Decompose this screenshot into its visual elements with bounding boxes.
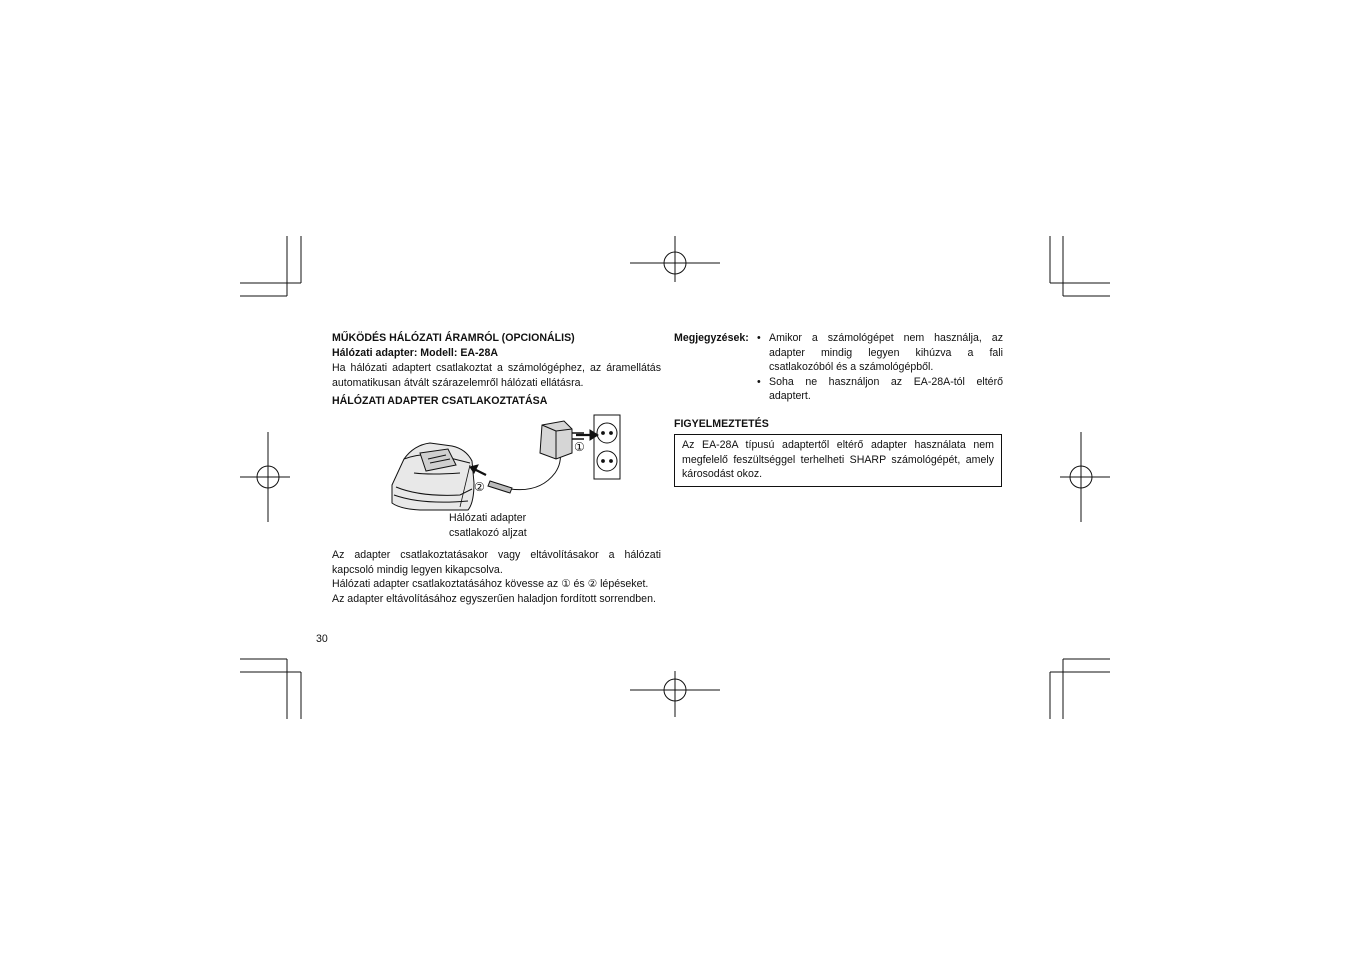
main-heading: MŰKÖDÉS HÁLÓZATI ÁRAMRÓL (OPCIONÁLIS): [332, 332, 575, 344]
note-item: [757, 375, 1003, 404]
caption-line-2: csatlakozó aljzat: [449, 526, 527, 539]
notes-section: [674, 331, 1003, 404]
paragraph-connect-steps: Hálózati adapter csatlakoztatásához kövesse az ① és ② lépéseket.: [332, 578, 649, 591]
step-1-marker: ①: [574, 440, 585, 454]
note-2-text: Soha ne használjon az EA-28A-tól eltérő adaptert.: [769, 375, 1003, 403]
figure-caption: [449, 511, 527, 540]
note-1-text: Amikor a számológépet nem használja, az adapter mindig legyen kihúzva a fali csatlakozóból és a számológépből.: [769, 332, 1003, 374]
section-heading: HÁLÓZATI ADAPTER CSATLAKOZTATÁSA: [332, 395, 548, 408]
adapter-model-subheading: Hálózati adapter: Modell: EA-28A: [332, 346, 498, 359]
paragraph-switch-off: Az adapter csatlakoztatásakor vagy eltávolításakor a hálózati kapcsoló mindig legyen kikapcsolva.: [332, 549, 661, 576]
notes-label: Megjegyzések:: [674, 332, 749, 344]
left-column: [332, 331, 661, 409]
step-2-marker: ②: [474, 480, 485, 494]
caption-line-1: Hálózati adapter: [449, 512, 527, 524]
page-number: 30: [316, 633, 328, 645]
adapter-connection-illustration: [390, 413, 630, 513]
bullet-icon: •: [757, 332, 761, 344]
instructions-body: [332, 548, 661, 606]
warning-title: FIGYELMEZTETÉS: [674, 418, 769, 430]
paragraph-remove: Az adapter eltávolításához egyszerűen haladjon fordított sorrendben.: [332, 592, 656, 605]
note-item: [757, 331, 1003, 375]
warning-box: Az EA-28A típusú adaptertől eltérő adapter használata nem megfelelő feszültséggel terhelheti SHARP számológépét, amely károsodást okoz.: [674, 434, 1002, 487]
intro-paragraph: Ha hálózati adaptert csatlakoztat a számológéphez, az áramellátás automatikusan átvált szárazelemről hálózati ellátásra.: [332, 362, 661, 389]
bullet-icon: •: [757, 375, 761, 388]
